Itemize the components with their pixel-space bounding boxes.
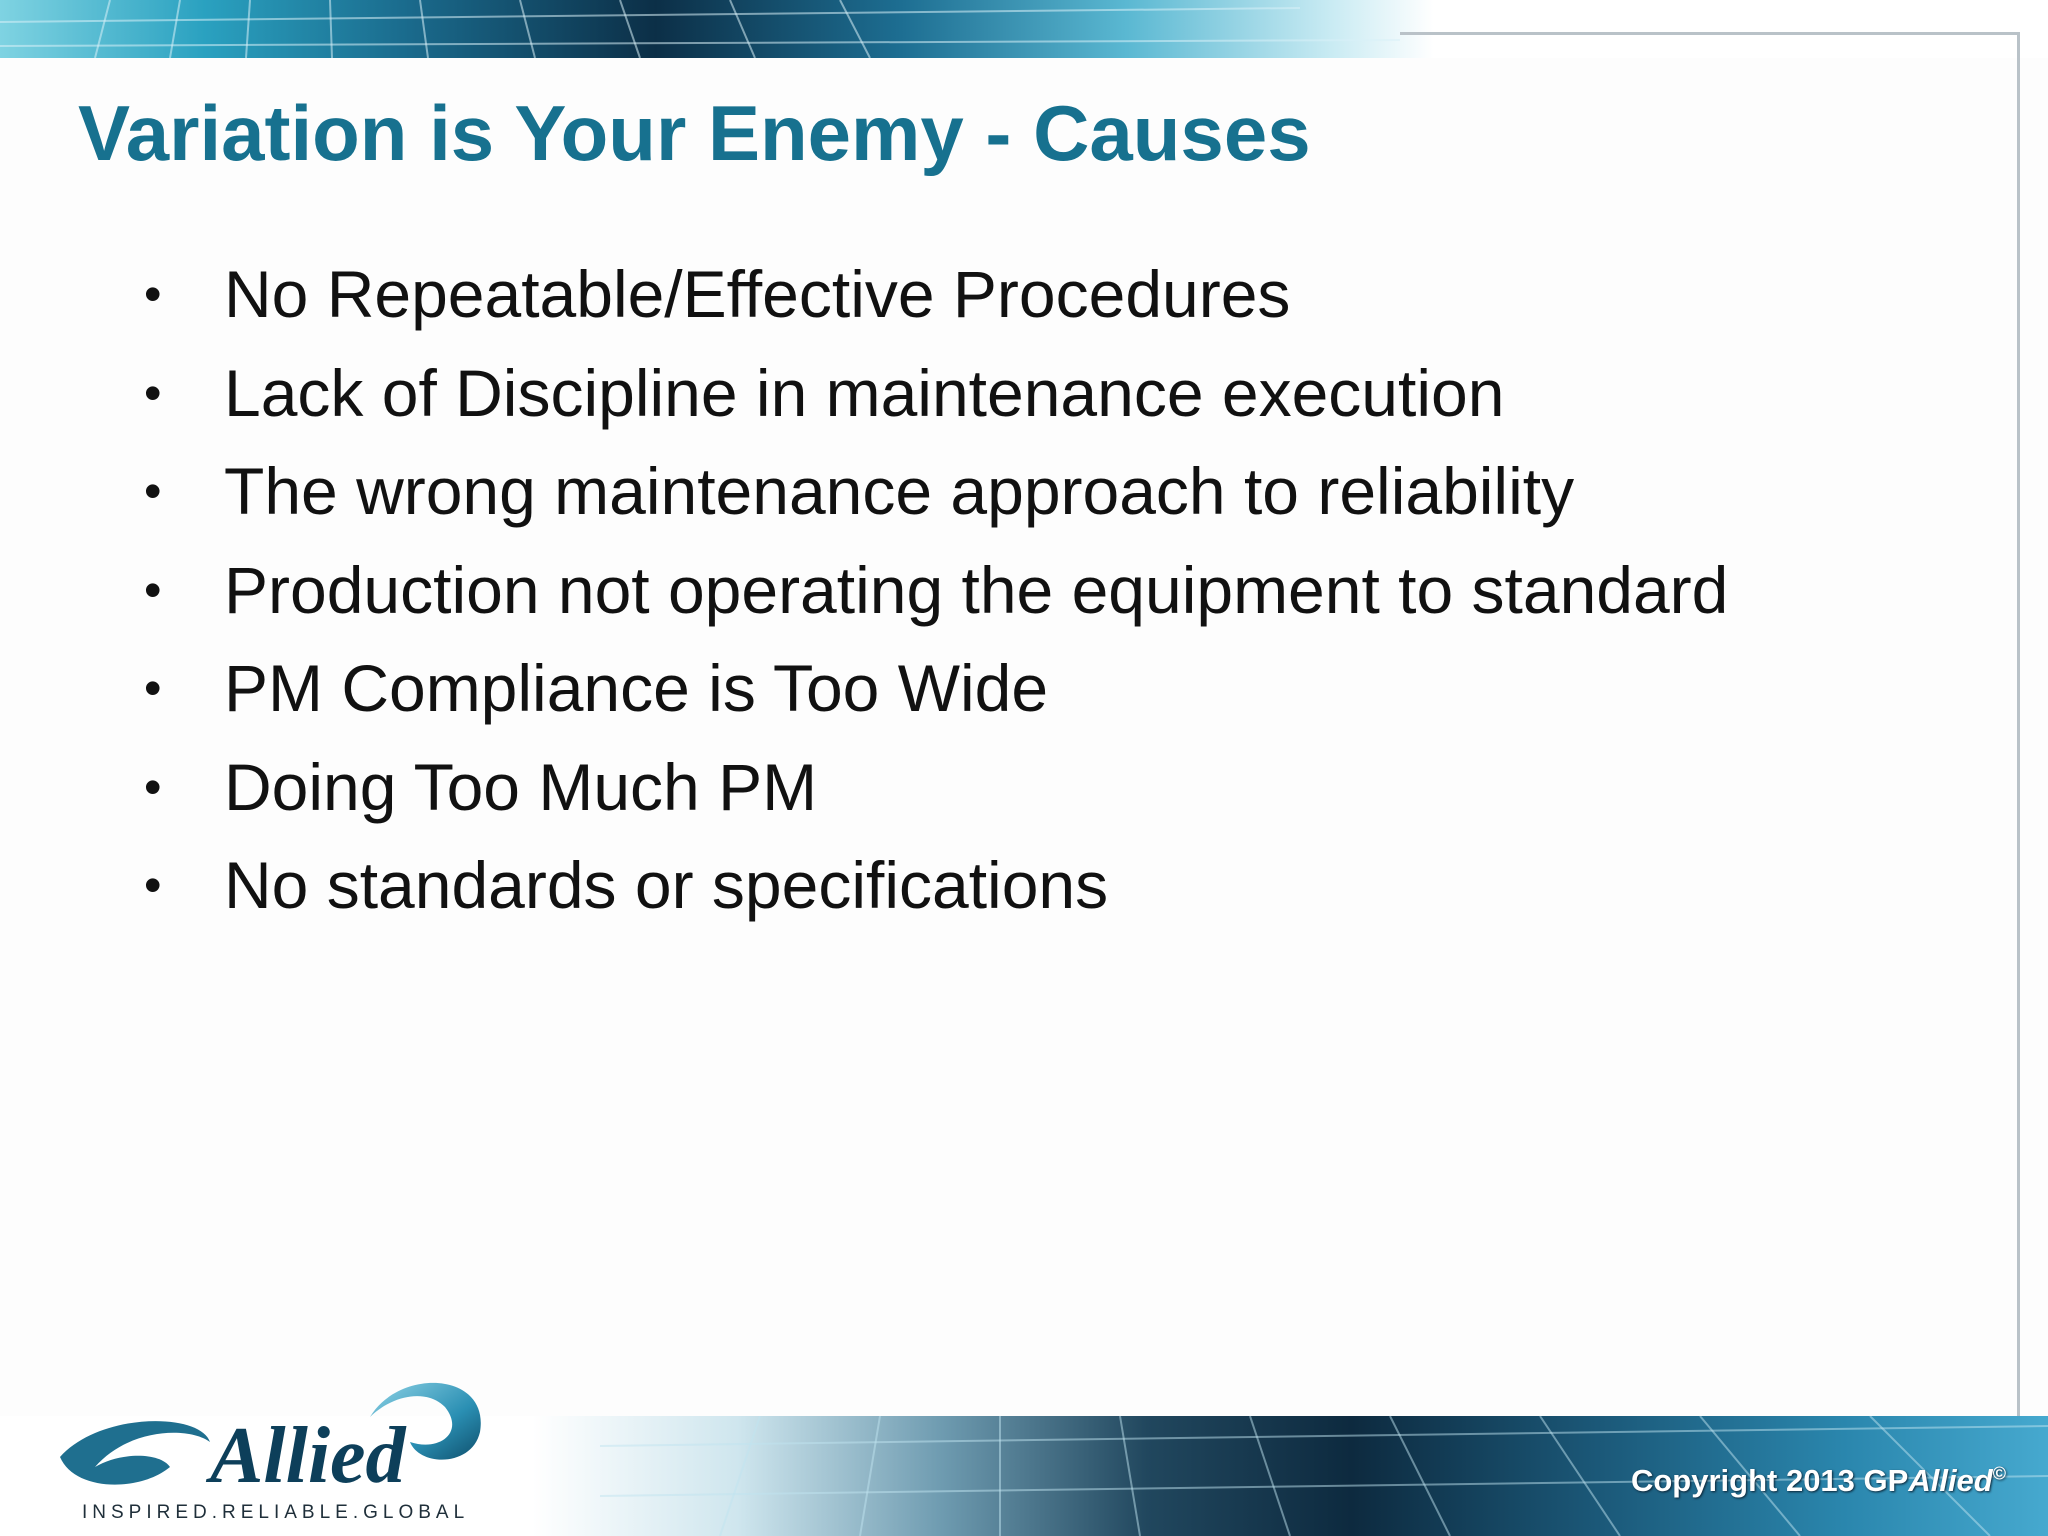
bullet-icon: • bbox=[144, 758, 162, 815]
slide-title: Variation is Your Enemy - Causes bbox=[78, 89, 1311, 177]
copyright-text: Copyright 2013 GP bbox=[1630, 1463, 1909, 1498]
bullet-icon: • bbox=[144, 660, 162, 717]
frame-top-line bbox=[1400, 32, 2020, 35]
list-item bbox=[0, 344, 1900, 443]
copyright-notice bbox=[1631, 1463, 2006, 1499]
copyright-brand: Allied bbox=[1908, 1463, 1993, 1498]
top-banner-grid bbox=[0, 0, 2048, 58]
bullet-icon: • bbox=[144, 266, 162, 323]
bullet-list bbox=[0, 245, 1900, 935]
bullet-text: No Repeatable/Effective Procedures bbox=[224, 257, 1291, 332]
bullet-text: Production not operating the equipment to standard bbox=[224, 552, 1729, 627]
list-item bbox=[0, 245, 1900, 344]
copyright-symbol: © bbox=[1992, 1463, 2006, 1484]
list-item bbox=[0, 639, 1900, 738]
list-item bbox=[0, 442, 1900, 541]
top-banner bbox=[0, 0, 2048, 58]
bullet-icon: • bbox=[144, 463, 162, 520]
bullet-text: Lack of Discipline in maintenance execution bbox=[224, 355, 1505, 430]
bullet-text: No standards or specifications bbox=[224, 848, 1109, 923]
list-item bbox=[0, 738, 1900, 837]
bullet-text: The wrong maintenance approach to reliability bbox=[224, 454, 1575, 529]
logo-wordmark: Allied bbox=[210, 1412, 406, 1500]
swirl-logo-icon bbox=[40, 1372, 520, 1502]
gpallied-logo bbox=[40, 1372, 520, 1522]
list-item bbox=[0, 836, 1900, 935]
bullet-icon: • bbox=[144, 857, 162, 914]
list-item bbox=[0, 541, 1900, 640]
bullet-text: PM Compliance is Too Wide bbox=[224, 651, 1049, 726]
logo-tagline: INSPIRED.RELIABLE.GLOBAL bbox=[82, 1502, 470, 1523]
bullet-text: Doing Too Much PM bbox=[224, 749, 818, 824]
bullet-icon: • bbox=[144, 561, 162, 618]
bullet-icon: • bbox=[144, 364, 162, 421]
frame-right-border bbox=[2017, 32, 2020, 1432]
